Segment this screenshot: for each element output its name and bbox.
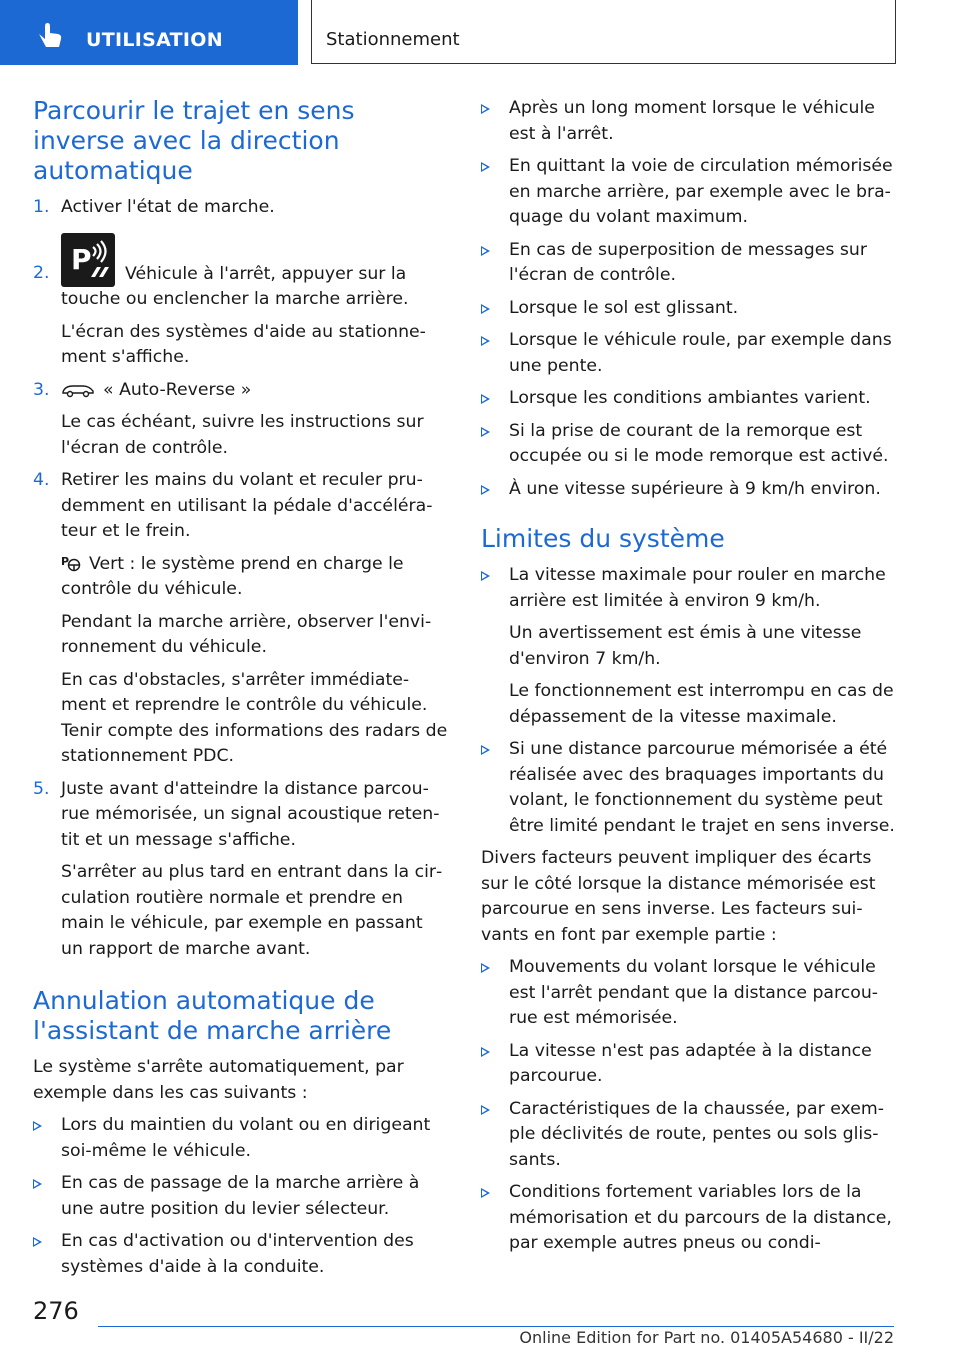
list-item: Si une distance parcourue mémorisée a été réalisée avec des braquages importants du volant, le fonctionnement du système peut être limité pendant le trajet en sens inverse. xyxy=(481,737,896,839)
svg-text:P: P xyxy=(71,242,92,276)
bullet-triangle-icon xyxy=(33,1121,42,1131)
left-column xyxy=(33,96,448,1287)
list-item: En cas de superposition de messages sur l'écran de contrôle. xyxy=(481,238,896,289)
list-item: Après un long moment lorsque le véhicule est à l'arrêt. xyxy=(481,96,896,147)
step-2: 2. P Véhicule à l'arrêt, appuyer sur la touche ou enclencher la marche arrière. xyxy=(33,233,448,313)
bullet-triangle-icon xyxy=(481,1047,490,1057)
auto-reverse-icon xyxy=(61,382,95,398)
heading-reverse: Parcourir le trajet en sens inverse avec la direction automatique xyxy=(33,96,355,185)
bullet-triangle-icon xyxy=(481,104,490,114)
bullet-triangle-icon xyxy=(33,1179,42,1189)
step-4-note-obstacles: En cas d'obstacles, s'arrêter immédiatement et reprendre le contrôle du véhicule. Tenir compte des informations des radars de stationnement PDC. xyxy=(61,669,448,766)
step-3-note: Le cas échéant, suivre les instructions sur l'écran de contrôle. xyxy=(61,412,424,458)
list-item: Si la prise de courant de la remorque est occupée ou si le mode remorque est activé. xyxy=(481,419,896,470)
step-2-note: L'écran des systèmes d'aide au stationnement s'affiche. xyxy=(61,321,426,367)
list-item: La vitesse maximale pour rouler en marche arrière est limitée à environ 9 km/h. xyxy=(481,563,896,614)
list-item: En cas de passage de la marche arrière à une autre position du levier sélecteur. xyxy=(33,1171,448,1222)
hand-pointer-icon xyxy=(36,22,64,48)
bullet-triangle-icon xyxy=(481,745,490,755)
parking-assist-button-icon xyxy=(61,233,115,287)
step-5-note: S'arrêter au plus tard en entrant dans la circulation routière normale et prendre en main le véhicule, par exemple en passant un rapport de marche avant. xyxy=(61,862,443,959)
step-3: 3. « Auto-Reverse » xyxy=(33,379,252,400)
step-4: 4. Retirer les mains du volant et reculer prudemment en utilisant la pédale d'accélérateur et le frein. xyxy=(33,470,433,541)
bullet-triangle-icon xyxy=(481,427,490,437)
list-item: Lorsque les conditions ambiantes varient. xyxy=(481,386,896,412)
list-item: En cas d'activation ou d'intervention des systèmes d'aide à la conduite. xyxy=(33,1229,448,1280)
page-number: 276 xyxy=(33,1297,79,1325)
steering-assist-icon xyxy=(61,554,81,572)
bullet-triangle-icon xyxy=(481,1188,490,1198)
heading-limits: Limites du système xyxy=(481,524,725,553)
limit-note-warning: Un avertissement est émis à une vitesse d'environ 7 km/h. xyxy=(509,623,862,669)
list-item: En quittant la voie de circulation mémorisée en marche arrière, par exemple avec le braquage du volant maximum. xyxy=(481,154,896,231)
bullet-triangle-icon xyxy=(481,571,490,581)
bullet-triangle-icon xyxy=(481,394,490,404)
bullet-triangle-icon xyxy=(481,963,490,973)
limit-note-interrupt: Le fonctionnement est interrompu en cas de dépassement de la vitesse maximale. xyxy=(509,681,894,727)
footer-divider xyxy=(98,1326,894,1327)
chapter-label: Stationnement xyxy=(326,29,460,50)
section-label: UTILISATION xyxy=(86,29,223,51)
list-item: La vitesse n'est pas adaptée à la distance parcourue. xyxy=(481,1039,896,1090)
bullet-triangle-icon xyxy=(481,1105,490,1115)
bullet-triangle-icon xyxy=(481,246,490,256)
section-tab xyxy=(0,0,298,65)
list-item: Lorsque le véhicule roule, par exemple dans une pente. xyxy=(481,328,896,379)
list-item: Conditions fortement variables lors de la mémorisation et du parcours de la distance, par exemple autres pneus ou condi- xyxy=(481,1180,896,1257)
right-column xyxy=(481,96,896,1264)
list-item: Lors du maintien du volant ou en dirigeant soi-même le véhicule. xyxy=(33,1113,448,1164)
list-item: À une vitesse supérieure à 9 km/h environ. xyxy=(481,477,896,503)
edition-note: Online Edition for Part no. 01405A54680 - II/22 xyxy=(519,1328,894,1347)
chapter-box xyxy=(311,0,896,64)
bullet-triangle-icon xyxy=(481,162,490,172)
bullet-triangle-icon xyxy=(33,1237,42,1247)
step-1: 1. Activer l'état de marche. xyxy=(33,197,275,217)
step-4-note-green: P Vert : le système prend en charge le contrôle du véhicule. xyxy=(61,553,404,599)
bullet-triangle-icon xyxy=(481,336,490,346)
cancel-intro: Le système s'arrête automatiquement, par exemple dans les cas suivants : xyxy=(33,1057,404,1103)
list-item: Lorsque le sol est glissant. xyxy=(481,296,896,322)
list-item: Mouvements du volant lorsque le véhicule est l'arrêt pendant que la distance parcourue est mémorisée. xyxy=(481,955,896,1032)
list-item: Caractéristiques de la chaussée, par exemple déclivités de route, pentes ou sols glissants. xyxy=(481,1097,896,1174)
bullet-triangle-icon xyxy=(481,304,490,314)
factors-intro: Divers facteurs peuvent impliquer des écarts sur le côté lorsque la distance mémorisée est parcourue en sens inverse. Les facteurs suivants en font par exemple partie : xyxy=(481,848,876,945)
svg-text:P: P xyxy=(61,554,70,568)
step-4-note-observe: Pendant la marche arrière, observer l'environnement du véhicule. xyxy=(61,611,432,657)
step-5: 5. Juste avant d'atteindre la distance parcourue mémorisée, un signal acoustique retentit et un message s'affiche. xyxy=(33,778,440,850)
heading-cancel: Annulation automatique de l'assistant de marche arrière xyxy=(33,986,392,1045)
bullet-triangle-icon xyxy=(481,485,490,495)
